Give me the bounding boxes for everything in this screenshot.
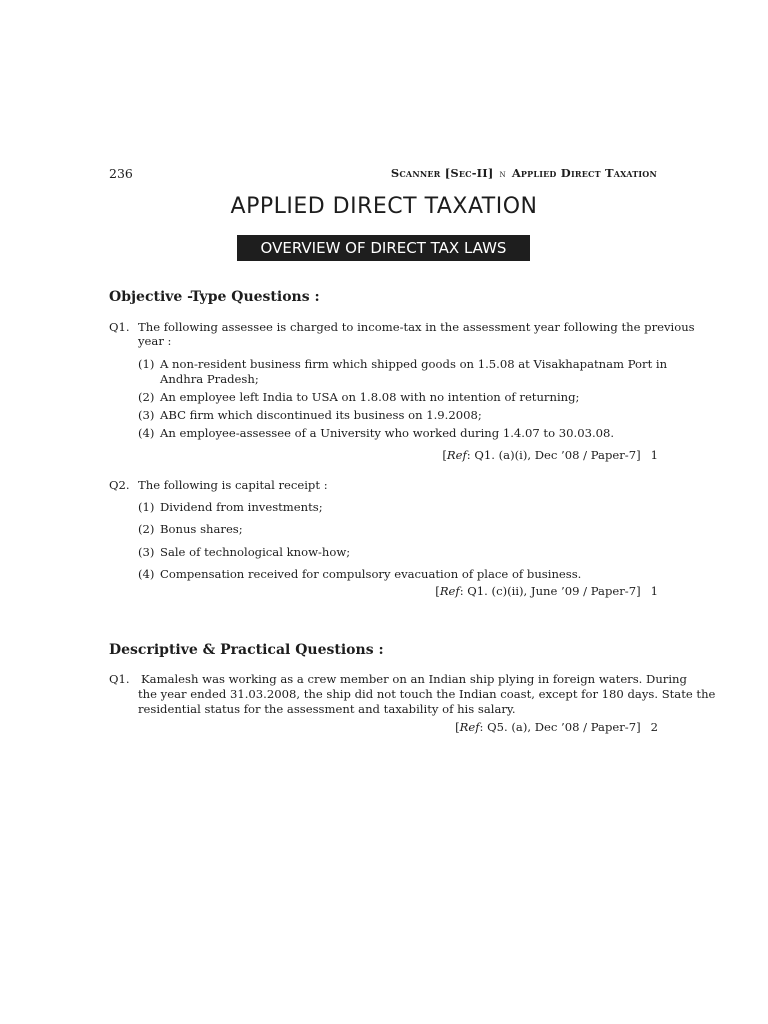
reference-bracket: [ [442, 448, 447, 462]
objective-q2-reference [435, 584, 658, 598]
objective-q1-option-text: ABC firm which discontinued its business on 1.9.2008; [160, 408, 482, 422]
running-head-separator: n [499, 169, 506, 180]
page-title: APPLIED DIRECT TAXATION [230, 194, 538, 219]
objective-q2-option-number: (1) [138, 500, 155, 514]
reference-text: : Q5. (a), Dec ’08 / Paper-7] [479, 720, 641, 734]
reference-marks: 1 [650, 448, 658, 462]
descriptive-q1-reference [455, 720, 658, 734]
objective-q1-option-text: An employee left India to USA on 1.8.08 with no intention of returning; [160, 390, 580, 404]
objective-q2-number: Q2. [109, 478, 130, 492]
objective-q1-text-line2: year : [138, 334, 172, 348]
running-head [391, 166, 657, 180]
objective-q1-option-number: (1) [138, 357, 155, 371]
descriptive-q1-number: Q1. [109, 672, 130, 686]
running-head-right: Applied Direct Taxation [511, 166, 657, 180]
objective-q2-text-line1: The following is capital receipt : [138, 478, 328, 492]
objective-q1-reference [442, 448, 658, 462]
reference-text: : Q1. (a)(i), Dec ’08 / Paper-7] [466, 448, 641, 462]
reference-label: Ref [446, 448, 467, 462]
reference-marks: 2 [650, 720, 658, 734]
page-number: 236 [109, 166, 133, 181]
objective-q2-option-number: (2) [138, 522, 155, 536]
reference-label: Ref [439, 584, 460, 598]
reference-text: : Q1. (c)(ii), June ’09 / Paper-7] [459, 584, 641, 598]
descriptive-heading: Descriptive & Practical Questions : [109, 642, 384, 658]
objective-q1-option-number: (2) [138, 390, 155, 404]
objective-q1-option-text: A non-resident business firm which shipped goods on 1.5.08 at Visakhapatnam Port in [160, 357, 668, 371]
reference-marks: 1 [650, 584, 658, 598]
descriptive-q1-text-line2: the year ended 31.03.2008, the ship did not touch the Indian coast, except for 180 days. State the [138, 687, 716, 701]
objective-q1-option-text: An employee-assessee of a University who worked during 1.4.07 to 30.03.08. [160, 426, 615, 440]
objective-q2-option-number: (3) [138, 545, 155, 559]
objective-q1-number: Q1. [109, 320, 130, 334]
reference-label: Ref [459, 720, 480, 734]
reference-bracket: [ [435, 584, 440, 598]
objective-q1-option-number: (3) [138, 408, 155, 422]
objective-q2-option-text: Sale of technological know-how; [160, 545, 351, 559]
objective-q2-option-number: (4) [138, 567, 155, 581]
objective-q2-option-text: Compensation received for compulsory evacuation of place of business. [160, 567, 582, 581]
objective-q1-option-number: (4) [138, 426, 155, 440]
running-head-left: Scanner [Sec-II] [390, 166, 494, 180]
descriptive-q1-text-line3: residential status for the assessment and taxability of his salary. [138, 702, 516, 716]
descriptive-q1-text-line1: Kamalesh was working as a crew member on an Indian ship plying in foreign waters. During [141, 672, 687, 686]
objective-q2-option-text: Dividend from investments; [160, 500, 323, 514]
objective-q2-option-text: Bonus shares; [160, 522, 243, 536]
chapter-subtitle: OVERVIEW OF DIRECT TAX LAWS [237, 235, 530, 261]
objective-q1-text-line1: The following assessee is charged to income-tax in the assessment year following the previous [138, 320, 695, 334]
objective-heading: Objective -Type Questions : [109, 289, 320, 305]
objective-q1-option-text: Andhra Pradesh; [160, 372, 259, 386]
reference-bracket: [ [455, 720, 460, 734]
